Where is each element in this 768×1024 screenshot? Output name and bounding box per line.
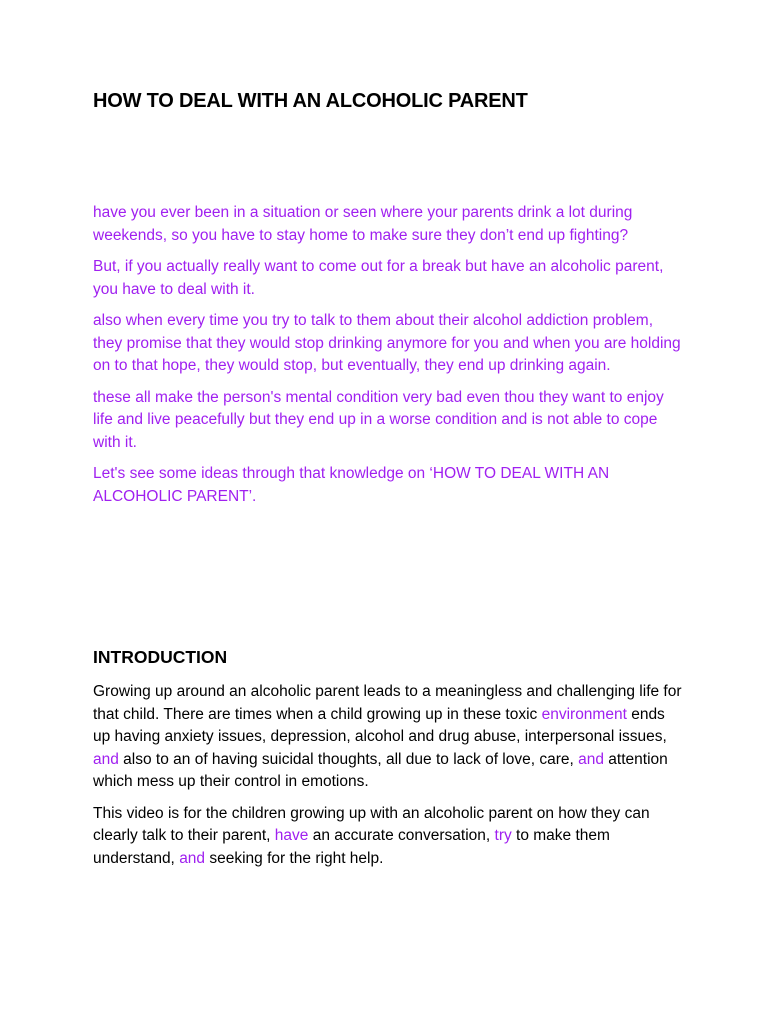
intro-paragraph-1: have you ever been in a situation or seen where your parents drink a lot during weekends, so you have to stay home to make sure they don’t end up fighting? <box>93 204 633 244</box>
text-run: attention which mess up their control in emotions. <box>93 750 668 790</box>
text-run: also to an of having suicidal thoughts, all due to lack of love, care, <box>118 750 579 768</box>
intro-section <box>93 202 683 517</box>
highlighted-word: try <box>494 827 512 844</box>
text-run: to make them understand, <box>93 827 610 867</box>
highlighted-word: environment <box>541 705 627 723</box>
highlighted-word: and <box>93 750 119 768</box>
text-run: an accurate conversation, <box>308 827 495 844</box>
intro-paragraph-5: Let's see some ideas through that knowledge on ‘HOW TO DEAL WITH AN ALCOHOLIC PARENT’. <box>93 465 610 505</box>
text-run: Growing up around an alcoholic parent leads to a meaningless and challenging life for that child. There are times when a child growing up in these toxic <box>93 683 682 723</box>
highlighted-word: have <box>274 827 309 844</box>
intro-paragraph-4: these all make the person's mental condition very bad even thou they want to enjoy life and live peacefully but they end up in a worse condition and is not able to cope with it. <box>93 388 664 451</box>
text-run: ends up having anxiety issues, depression, alcohol and drug abuse, interpersonal issues, <box>93 705 667 745</box>
introduction-paragraph-2 <box>93 803 683 871</box>
introduction-paragraph-1 <box>93 681 683 794</box>
introduction-body <box>93 681 683 879</box>
document-title: HOW TO DEAL WITH AN ALCOHOLIC PARENT <box>93 90 528 112</box>
highlighted-word: and <box>578 750 604 768</box>
intro-paragraph-3: also when every time you try to talk to them about their alcohol addiction problem, they promise that they would stop drinking anymore for you and when you are holding on to that hope, they would stop, but eventually, they end up drinking again. <box>93 312 681 374</box>
text-run: This video is for the children growing up with an alcoholic parent on how they can clearly talk to their parent, <box>93 804 650 844</box>
text-run: seeking for the right help. <box>205 849 384 867</box>
section-heading: INTRODUCTION <box>93 647 228 667</box>
intro-paragraph-2: But, if you actually really want to come out for a break but have an alcoholic parent, you have to deal with it. <box>93 258 664 298</box>
highlighted-word: and <box>179 849 206 867</box>
